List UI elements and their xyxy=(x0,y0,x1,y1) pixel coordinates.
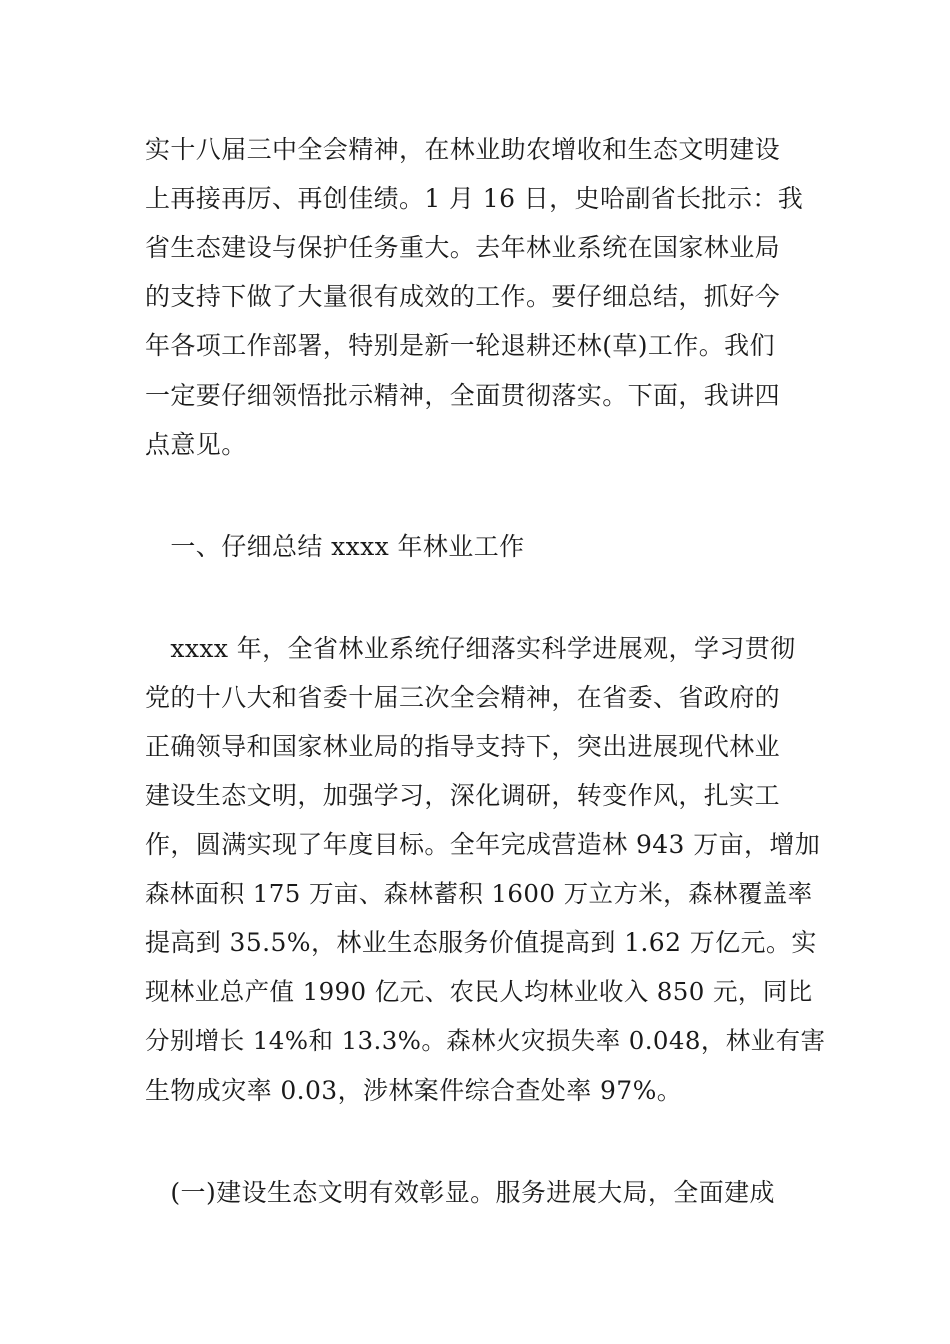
text-line: 生物成灾率 0.03，涉林案件综合查处率 97%。 xyxy=(145,1076,683,1105)
text-line: 建设生态文明，加强学习，深化调研，转变作风，扎实工 xyxy=(145,781,781,810)
text-line: 作，圆满实现了年度目标。全年完成营造林 943 万亩，增加 xyxy=(145,830,821,859)
text-line: 年各项工作部署，特别是新一轮退耕还林(草)工作。我们 xyxy=(145,331,775,360)
text-line: (一)建设生态文明有效彰显。服务进展大局，全面建成 xyxy=(145,1178,775,1207)
text-line: 提高到 35.5%，林业生态服务价值提高到 1.62 万亿元。实 xyxy=(145,928,817,957)
text-line: 森林面积 175 万亩、森林蓄积 1600 万立方米，森林覆盖率 xyxy=(145,879,813,908)
text-line: 省生态建设与保护任务重大。去年林业系统在国家林业局 xyxy=(145,233,781,262)
text-line: 党的十八大和省委十届三次全会精神，在省委、省政府的 xyxy=(145,683,781,712)
text-line: 分别增长 14%和 13.3%。森林火灾损失率 0.048，林业有害 xyxy=(145,1026,826,1055)
text-line: 实十八届三中全会精神，在林业助农增收和生态文明建设 xyxy=(145,135,781,164)
text-line: 正确领导和国家林业局的指导支持下，突出进展现代林业 xyxy=(145,732,781,761)
text-line: 现林业总产值 1990 亿元、农民人均林业收入 850 元，同比 xyxy=(145,977,813,1006)
text-line: 一定要仔细领悟批示精神，全面贯彻落实。下面，我讲四 xyxy=(145,381,781,410)
text-line: 点意见。 xyxy=(145,430,247,459)
text-line: xxxx 年，全省林业系统仔细落实科学进展观，学习贯彻 xyxy=(145,634,796,663)
text-line: 上再接再厉、再创佳绩。1 月 16 日，史哈副省长批示：我 xyxy=(145,184,804,213)
section-heading: 一、仔细总结 xxxx 年林业工作 xyxy=(145,532,525,561)
text-line: 的支持下做了大量很有成效的工作。要仔细总结，抓好今 xyxy=(145,282,781,311)
